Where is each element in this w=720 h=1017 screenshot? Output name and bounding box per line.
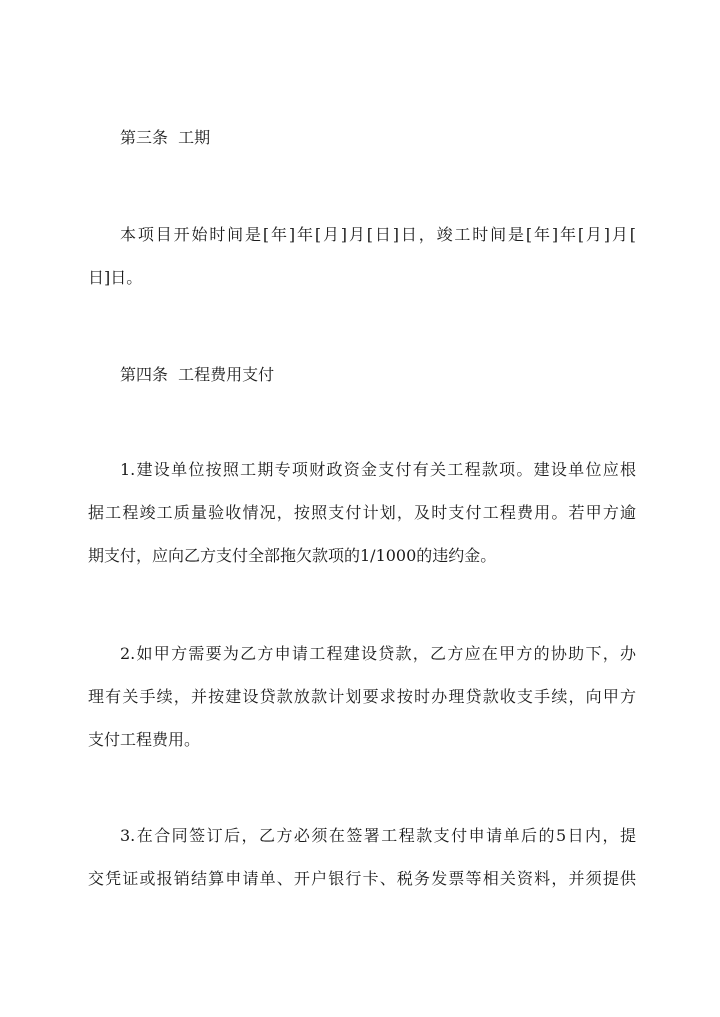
- article-4-heading: 第四条 工程费用支付: [120, 365, 275, 384]
- clause-2-line-2: 理有关手续，并按建设贷款放款计划要求按时办理贷款收支手续，向甲方: [88, 687, 636, 706]
- clause-3-line-1: 3.在合同签订后，乙方必须在签署工程款支付申请单后的5日内，提: [120, 826, 636, 845]
- article-3-line-1: 本项目开始时间是[年]年[月]月[日]日，竣工时间是[年]年[月]月[: [120, 225, 636, 244]
- clause-2-line-3: 支付工程费用。: [88, 730, 201, 749]
- clause-1-line-1: 1.建设单位按照工期专项财政资金支付有关工程款项。建设单位应根: [120, 460, 636, 479]
- clause-2-line-1: 2.如甲方需要为乙方申请工程建设贷款，乙方应在甲方的协助下，办: [120, 644, 636, 663]
- article-3-heading: 第三条 工期: [120, 128, 211, 147]
- clause-1-line-3: 期支付，应向乙方支付全部拖欠款项的1/1000的违约金。: [88, 546, 497, 565]
- clause-1-line-2: 据工程竣工质量验收情况，按照支付计划，及时支付工程费用。若甲方逾: [88, 503, 636, 522]
- article-3-line-2: 日]日。: [88, 268, 143, 287]
- clause-3-line-2: 交凭证或报销结算申请单、开户银行卡、税务发票等相关资料，并须提供: [88, 869, 636, 888]
